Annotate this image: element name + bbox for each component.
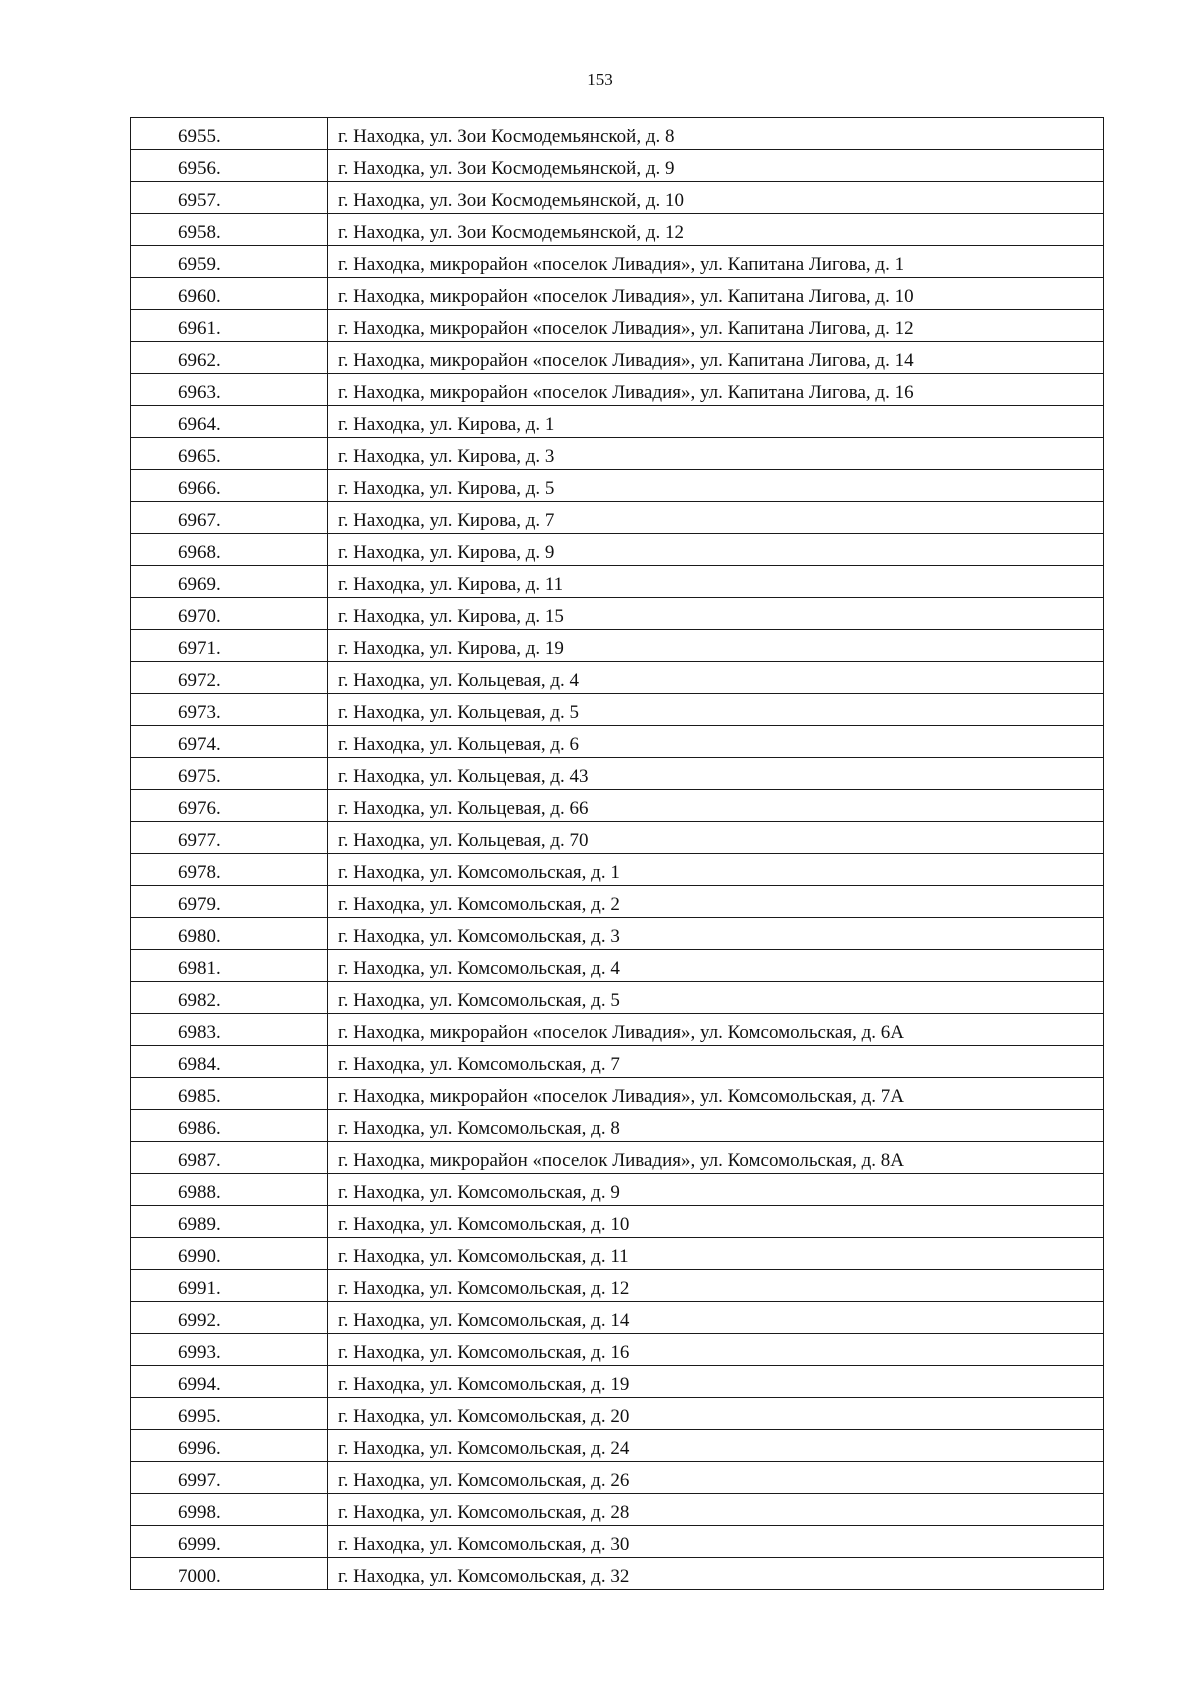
row-number-cell: 6989. bbox=[131, 1206, 328, 1238]
table-row bbox=[131, 1238, 1104, 1270]
address-cell: г. Находка, ул. Зои Космодемьянской, д. 8 bbox=[328, 118, 1104, 150]
row-number-cell: 6996. bbox=[131, 1430, 328, 1462]
table-row bbox=[131, 1494, 1104, 1526]
table-row bbox=[131, 950, 1104, 982]
table-row bbox=[131, 1078, 1104, 1110]
row-number-cell: 6958. bbox=[131, 214, 328, 246]
table-row bbox=[131, 1270, 1104, 1302]
row-number-cell: 6984. bbox=[131, 1046, 328, 1078]
table-row bbox=[131, 118, 1104, 150]
table-row bbox=[131, 1302, 1104, 1334]
row-number-cell: 6981. bbox=[131, 950, 328, 982]
row-number-cell: 6964. bbox=[131, 406, 328, 438]
table-row bbox=[131, 406, 1104, 438]
row-number-cell: 6980. bbox=[131, 918, 328, 950]
address-cell: г. Находка, ул. Комсомольская, д. 9 bbox=[328, 1174, 1104, 1206]
address-cell: г. Находка, ул. Комсомольская, д. 30 bbox=[328, 1526, 1104, 1558]
table-row bbox=[131, 886, 1104, 918]
address-cell: г. Находка, ул. Комсомольская, д. 10 bbox=[328, 1206, 1104, 1238]
address-cell: г. Находка, ул. Кирова, д. 9 bbox=[328, 534, 1104, 566]
address-cell: г. Находка, ул. Кирова, д. 3 bbox=[328, 438, 1104, 470]
address-cell: г. Находка, ул. Комсомольская, д. 7 bbox=[328, 1046, 1104, 1078]
address-cell: г. Находка, микрорайон «поселок Ливадия», ул. Капитана Лигова, д. 1 bbox=[328, 246, 1104, 278]
address-cell: г. Находка, ул. Комсомольская, д. 1 bbox=[328, 854, 1104, 886]
table-row bbox=[131, 854, 1104, 886]
table-row bbox=[131, 598, 1104, 630]
address-cell: г. Находка, ул. Кирова, д. 7 bbox=[328, 502, 1104, 534]
row-number-cell: 6977. bbox=[131, 822, 328, 854]
row-number-cell: 6975. bbox=[131, 758, 328, 790]
row-number-cell: 6992. bbox=[131, 1302, 328, 1334]
row-number-cell: 6979. bbox=[131, 886, 328, 918]
table-row bbox=[131, 662, 1104, 694]
address-cell: г. Находка, ул. Комсомольская, д. 20 bbox=[328, 1398, 1104, 1430]
address-cell: г. Находка, ул. Комсомольская, д. 2 bbox=[328, 886, 1104, 918]
address-cell: г. Находка, ул. Комсомольская, д. 28 bbox=[328, 1494, 1104, 1526]
address-cell: г. Находка, ул. Комсомольская, д. 24 bbox=[328, 1430, 1104, 1462]
address-cell: г. Находка, ул. Комсомольская, д. 3 bbox=[328, 918, 1104, 950]
table-row bbox=[131, 758, 1104, 790]
row-number-cell: 6959. bbox=[131, 246, 328, 278]
row-number-cell: 6985. bbox=[131, 1078, 328, 1110]
address-cell: г. Находка, микрорайон «поселок Ливадия», ул. Капитана Лигова, д. 14 bbox=[328, 342, 1104, 374]
row-number-cell: 6987. bbox=[131, 1142, 328, 1174]
row-number-cell: 6997. bbox=[131, 1462, 328, 1494]
address-cell: г. Находка, ул. Комсомольская, д. 32 bbox=[328, 1558, 1104, 1590]
address-cell: г. Находка, ул. Комсомольская, д. 5 bbox=[328, 982, 1104, 1014]
table-row bbox=[131, 726, 1104, 758]
row-number-cell: 6994. bbox=[131, 1366, 328, 1398]
row-number-cell: 6971. bbox=[131, 630, 328, 662]
address-cell: г. Находка, микрорайон «поселок Ливадия», ул. Капитана Лигова, д. 12 bbox=[328, 310, 1104, 342]
address-cell: г. Находка, ул. Кирова, д. 1 bbox=[328, 406, 1104, 438]
address-cell: г. Находка, ул. Кирова, д. 5 bbox=[328, 470, 1104, 502]
row-number-cell: 6965. bbox=[131, 438, 328, 470]
table-row bbox=[131, 1398, 1104, 1430]
address-cell: г. Находка, ул. Комсомольская, д. 11 bbox=[328, 1238, 1104, 1270]
row-number-cell: 6982. bbox=[131, 982, 328, 1014]
address-cell: г. Находка, ул. Комсомольская, д. 12 bbox=[328, 1270, 1104, 1302]
row-number-cell: 6974. bbox=[131, 726, 328, 758]
table-row bbox=[131, 182, 1104, 214]
table-row bbox=[131, 1142, 1104, 1174]
address-cell: г. Находка, ул. Кольцевая, д. 43 bbox=[328, 758, 1104, 790]
table-row bbox=[131, 790, 1104, 822]
row-number-cell: 6967. bbox=[131, 502, 328, 534]
address-cell: г. Находка, микрорайон «поселок Ливадия», ул. Комсомольская, д. 7А bbox=[328, 1078, 1104, 1110]
table-row bbox=[131, 470, 1104, 502]
address-cell: г. Находка, ул. Зои Космодемьянской, д. 12 bbox=[328, 214, 1104, 246]
table-row bbox=[131, 694, 1104, 726]
address-cell: г. Находка, микрорайон «поселок Ливадия», ул. Комсомольская, д. 6А bbox=[328, 1014, 1104, 1046]
row-number-cell: 6962. bbox=[131, 342, 328, 374]
address-cell: г. Находка, ул. Кирова, д. 15 bbox=[328, 598, 1104, 630]
table-row bbox=[131, 342, 1104, 374]
row-number-cell: 6966. bbox=[131, 470, 328, 502]
row-number-cell: 6999. bbox=[131, 1526, 328, 1558]
table-row bbox=[131, 310, 1104, 342]
address-cell: г. Находка, ул. Комсомольская, д. 8 bbox=[328, 1110, 1104, 1142]
address-cell: г. Находка, ул. Кольцевая, д. 66 bbox=[328, 790, 1104, 822]
row-number-cell: 6963. bbox=[131, 374, 328, 406]
row-number-cell: 6955. bbox=[131, 118, 328, 150]
row-number-cell: 6983. bbox=[131, 1014, 328, 1046]
row-number-cell: 6972. bbox=[131, 662, 328, 694]
page-number: 153 bbox=[587, 70, 613, 89]
address-cell: г. Находка, ул. Кольцевая, д. 4 bbox=[328, 662, 1104, 694]
table-row bbox=[131, 630, 1104, 662]
table-row bbox=[131, 1334, 1104, 1366]
table-row bbox=[131, 1206, 1104, 1238]
table-row bbox=[131, 1366, 1104, 1398]
row-number-cell: 6976. bbox=[131, 790, 328, 822]
address-cell: г. Находка, ул. Кольцевая, д. 6 bbox=[328, 726, 1104, 758]
address-cell: г. Находка, микрорайон «поселок Ливадия», ул. Комсомольская, д. 8А bbox=[328, 1142, 1104, 1174]
address-cell: г. Находка, ул. Кольцевая, д. 5 bbox=[328, 694, 1104, 726]
table-row bbox=[131, 502, 1104, 534]
table-row bbox=[131, 982, 1104, 1014]
table-row bbox=[131, 1046, 1104, 1078]
row-number-cell: 6995. bbox=[131, 1398, 328, 1430]
table-row bbox=[131, 278, 1104, 310]
row-number-cell: 6988. bbox=[131, 1174, 328, 1206]
table-row bbox=[131, 1430, 1104, 1462]
address-cell: г. Находка, ул. Комсомольская, д. 19 bbox=[328, 1366, 1104, 1398]
row-number-cell: 6993. bbox=[131, 1334, 328, 1366]
row-number-cell: 6978. bbox=[131, 854, 328, 886]
row-number-cell: 6956. bbox=[131, 150, 328, 182]
row-number-cell: 6968. bbox=[131, 534, 328, 566]
table-row bbox=[131, 1110, 1104, 1142]
table-row bbox=[131, 1526, 1104, 1558]
row-number-cell: 6957. bbox=[131, 182, 328, 214]
table-row bbox=[131, 566, 1104, 598]
row-number-cell: 7000. bbox=[131, 1558, 328, 1590]
row-number-cell: 6970. bbox=[131, 598, 328, 630]
table-row bbox=[131, 1014, 1104, 1046]
address-cell: г. Находка, ул. Кольцевая, д. 70 bbox=[328, 822, 1104, 854]
address-cell: г. Находка, ул. Комсомольская, д. 4 bbox=[328, 950, 1104, 982]
row-number-cell: 6990. bbox=[131, 1238, 328, 1270]
row-number-cell: 6961. bbox=[131, 310, 328, 342]
table-row bbox=[131, 1558, 1104, 1590]
table-row bbox=[131, 438, 1104, 470]
address-cell: г. Находка, ул. Комсомольская, д. 26 bbox=[328, 1462, 1104, 1494]
table-row bbox=[131, 214, 1104, 246]
table-row bbox=[131, 374, 1104, 406]
table-row bbox=[131, 534, 1104, 566]
address-cell: г. Находка, ул. Комсомольская, д. 14 bbox=[328, 1302, 1104, 1334]
address-table-body bbox=[131, 118, 1104, 1590]
table-row bbox=[131, 1462, 1104, 1494]
address-cell: г. Находка, ул. Зои Космодемьянской, д. 9 bbox=[328, 150, 1104, 182]
address-cell: г. Находка, микрорайон «поселок Ливадия», ул. Капитана Лигова, д. 10 bbox=[328, 278, 1104, 310]
table-row bbox=[131, 822, 1104, 854]
row-number-cell: 6986. bbox=[131, 1110, 328, 1142]
address-cell: г. Находка, ул. Кирова, д. 19 bbox=[328, 630, 1104, 662]
row-number-cell: 6991. bbox=[131, 1270, 328, 1302]
table-row bbox=[131, 150, 1104, 182]
row-number-cell: 6998. bbox=[131, 1494, 328, 1526]
table-row bbox=[131, 246, 1104, 278]
address-cell: г. Находка, ул. Зои Космодемьянской, д. 10 bbox=[328, 182, 1104, 214]
table-row bbox=[131, 918, 1104, 950]
address-cell: г. Находка, микрорайон «поселок Ливадия», ул. Капитана Лигова, д. 16 bbox=[328, 374, 1104, 406]
table-row bbox=[131, 1174, 1104, 1206]
row-number-cell: 6969. bbox=[131, 566, 328, 598]
address-table bbox=[130, 117, 1104, 1590]
address-cell: г. Находка, ул. Кирова, д. 11 bbox=[328, 566, 1104, 598]
address-cell: г. Находка, ул. Комсомольская, д. 16 bbox=[328, 1334, 1104, 1366]
row-number-cell: 6973. bbox=[131, 694, 328, 726]
row-number-cell: 6960. bbox=[131, 278, 328, 310]
